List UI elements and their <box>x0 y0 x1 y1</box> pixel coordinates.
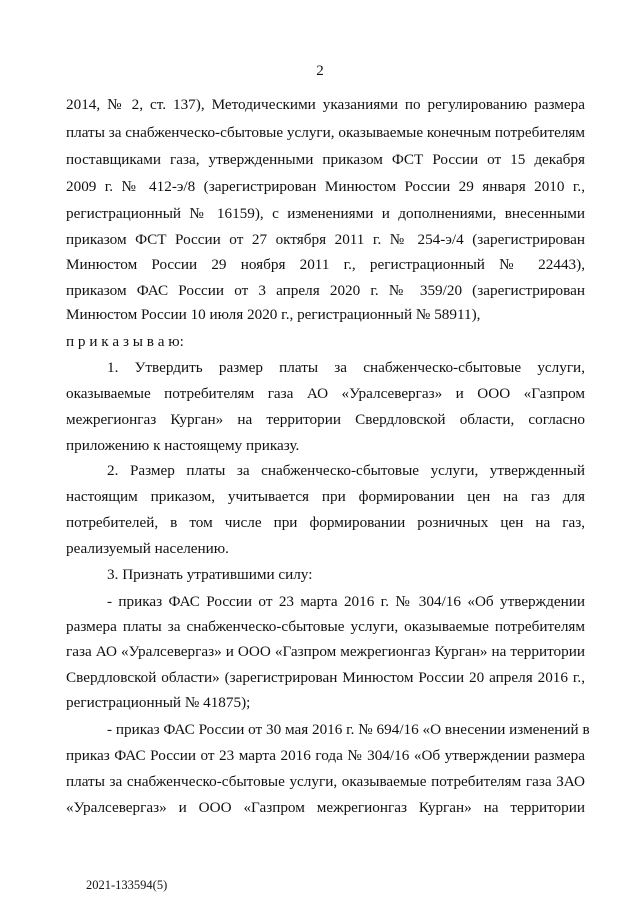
text-line: Свердловской области» (зарегистрирован Минюстом России 20 апреля 2016 г., <box>66 669 585 686</box>
text-line: оказываемые потребителям газа АО «Уралсевергаз» и ООО «Газпром <box>66 385 585 402</box>
text-line: 2014, № 2, ст. 137), Методическими указаниями по регулированию размера <box>66 96 585 113</box>
text-line: настоящим приказом, учитывается при формировании цен на газ для <box>66 488 585 505</box>
order-word: п р и к а з ы в а ю: <box>66 333 184 350</box>
text-line: потребителей, в том числе при формировании розничных цен на газ, <box>66 514 585 531</box>
bullet-2-first-line: - приказ ФАС России от 30 мая 2016 г. № 694/16 «О внесении изменений в <box>107 721 590 738</box>
text-line: приложению к настоящему приказу. <box>66 437 300 454</box>
text-line: приказом ФАС России от 3 апреля 2020 г. № 359/20 (зарегистрирован <box>66 282 585 299</box>
text-line: приказом ФСТ России от 27 октября 2011 г. № 254-э/4 (зарегистрирован <box>66 231 585 248</box>
text-line: платы за снабженческо-сбытовые услуги, оказываемые конечным потребителям <box>66 124 586 141</box>
document-code: 2021-133594(5) <box>86 878 168 892</box>
paragraph-1-first-line: 1. Утвердить размер платы за снабженческо-сбытовые услуги, <box>107 359 585 376</box>
paragraph-3-first-line: 3. Признать утратившими силу: <box>107 566 313 583</box>
text-line: 2009 г. № 412-э/8 (зарегистрирован Минюстом России 29 января 2010 г., <box>66 178 585 195</box>
text-line: приказ ФАС России от 23 марта 2016 года № 304/16 «Об утверждении размера <box>66 747 585 764</box>
text-line: реализуемый населению. <box>66 540 229 557</box>
text-line: поставщиками газа, утвержденными приказом ФСТ России от 15 декабря <box>66 151 585 168</box>
page-number: 2 <box>316 63 324 79</box>
text-line: размера платы за снабженческо-сбытовые услуги, оказываемые потребителям <box>66 618 585 635</box>
paragraph-2-first-line: 2. Размер платы за снабженческо-сбытовые услуги, утвержденный <box>107 462 585 479</box>
text-line: регистрационный № 41875); <box>66 694 251 711</box>
bullet-1-first-line: - приказ ФАС России от 23 марта 2016 г. № 304/16 «Об утверждении <box>107 593 585 610</box>
text-line: «Уралсевергаз» и ООО «Газпром межрегионгаз Курган» на территории <box>66 799 585 816</box>
text-line: межрегионгаз Курган» на территории Свердловской области, согласно <box>66 411 585 428</box>
text-line: Минюстом России 29 ноября 2011 г., регистрационный № 22443), <box>66 256 585 273</box>
text-line: газа АО «Уралсевергаз» и ООО «Газпром межрегионгаз Курган» на территории <box>66 643 585 660</box>
text-line: Минюстом России 10 июля 2020 г., регистрационный № 58911), <box>66 306 481 323</box>
text-line: платы за снабженческо-сбытовые услуги, оказываемые потребителям газа ЗАО <box>66 773 585 790</box>
text-line: регистрационный № 16159), с изменениями и дополнениями, внесенными <box>66 205 585 222</box>
